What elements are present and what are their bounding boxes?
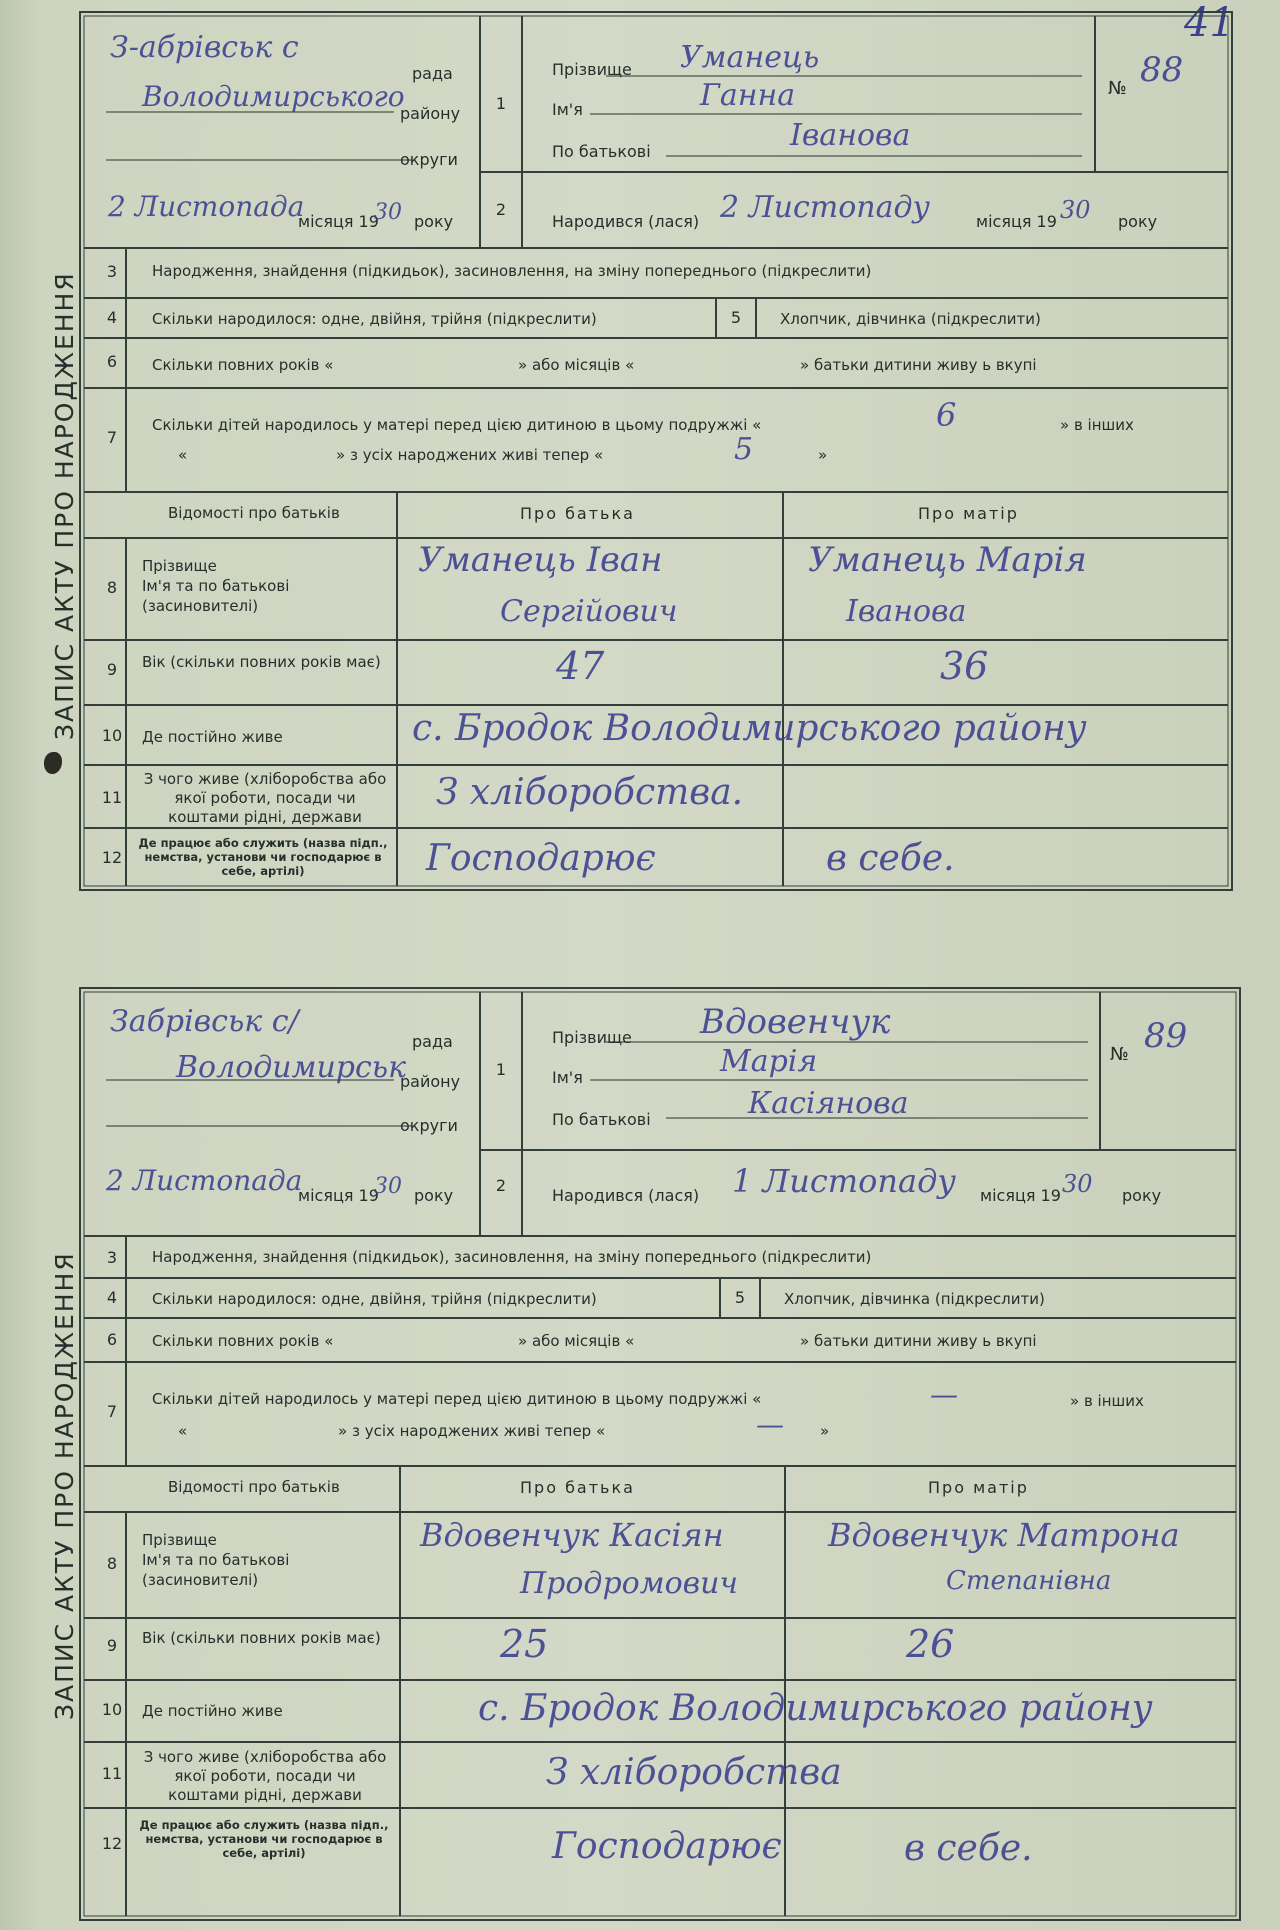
alive-now-value: —	[756, 1408, 784, 1441]
row-other-marriages: » в інших	[1060, 416, 1134, 434]
row-quote: »	[820, 1422, 830, 1440]
row-number: 4	[106, 1288, 118, 1307]
children-before-value: —	[930, 1378, 958, 1411]
father-workplace: Господарює	[426, 838, 656, 879]
row-residence: Де постійно живе	[142, 1702, 283, 1720]
livelihood-value: З хліборобства.	[436, 772, 744, 813]
row-quote: «	[178, 446, 188, 464]
surname-value: Вдовенчук	[700, 1002, 891, 1042]
row-number: 12	[101, 848, 123, 867]
record-number: 88	[1140, 50, 1184, 90]
name-value: Ганна	[700, 78, 796, 113]
row-age: Вік (скільки повних років має)	[142, 653, 381, 671]
surname-value: Уманець	[680, 40, 820, 75]
okrug-label: округи	[400, 1116, 458, 1135]
livelihood-value: З хліборобства	[546, 1752, 842, 1793]
header-mother: Про матір	[928, 1478, 1029, 1497]
registration-year: 30	[374, 1174, 402, 1199]
row-months-label: » або місяців «	[518, 1332, 635, 1350]
born-label: Народився (лася)	[552, 1186, 700, 1205]
surname-label: Прізвище	[552, 60, 632, 79]
row-number: 6	[106, 1330, 118, 1349]
record-number: 89	[1144, 1016, 1188, 1056]
row-how-many: Скільки народилося: одне, двійня, трійня (підкреслити)	[152, 1290, 597, 1308]
born-month-label: місяця 19	[980, 1186, 1061, 1205]
record-side-title: ЗАПИС АКТУ ПРО НАРОДЖЕННЯ	[50, 271, 79, 740]
registration-date: 2 Листопада	[108, 190, 305, 223]
row-birth-type: Народження, знайдення (підкидьок), засиновлення, на зміну попереднього (підкреслити)	[152, 1248, 872, 1266]
row-number: 3	[106, 262, 118, 281]
row-parent-name: Прізвище Ім'я та по батькові (засиновителі)	[142, 1531, 290, 1589]
row-parents-together: » батьки дитини живу ь вкупі	[800, 356, 1037, 374]
header-parents-info: Відомості про батьків	[168, 1478, 340, 1496]
residence-value: с. Бродок Володимирського району	[412, 708, 1087, 749]
row-livelihood: З чого живе (хліборобства або якої роботи, посади чи коштами рідні, держави	[143, 1748, 387, 1804]
row-years-together: Скільки повних років «	[152, 356, 334, 374]
row-number: 7	[106, 1402, 118, 1421]
row-number: 8	[106, 578, 118, 597]
okrug-label: округи	[400, 150, 458, 169]
row-workplace: Де працює або служить (назва підп., немства, установи чи господарює в себе, артілі)	[139, 1818, 389, 1860]
name-label: Ім'я	[552, 100, 583, 119]
row-sex: Хлопчик, дівчинка (підкреслити)	[780, 310, 1041, 328]
row-how-many: Скільки народилося: одне, двійня, трійня (підкреслити)	[152, 310, 597, 328]
row-parents-together: » батьки дитини живу ь вкупі	[800, 1332, 1037, 1350]
page-number: 41	[1184, 0, 1235, 46]
row-quote: «	[178, 1422, 188, 1440]
row-number: 8	[106, 1554, 118, 1573]
born-month-label: місяця 19	[976, 212, 1057, 231]
row-number: 5	[734, 1288, 746, 1307]
registration-month-label: місяця 19	[298, 212, 379, 231]
row-number: 9	[106, 1636, 118, 1655]
box-number-1: 1	[495, 1060, 507, 1079]
row-number: 4	[106, 308, 118, 327]
row-months-label: » або місяців «	[518, 356, 635, 374]
box-number-1: 1	[495, 94, 507, 113]
residence-value: с. Бродок Володимирського району	[478, 1688, 1153, 1729]
row-number: 7	[106, 428, 118, 447]
district-label: району	[400, 104, 461, 123]
registration-month-label: місяця 19	[298, 1186, 379, 1205]
father-age: 25	[500, 1622, 549, 1666]
mother-name: Вдовенчук Матрона	[828, 1516, 1180, 1554]
header-father: Про батька	[520, 504, 635, 523]
name-value: Марія	[720, 1044, 818, 1079]
row-alive-now: » з усіх народжених живі тепер «	[338, 1422, 606, 1440]
registration-year: 30	[374, 200, 402, 225]
patronymic-value: Іванова	[790, 118, 911, 153]
row-children-before: Скільки дітей народилось у матері перед цією дитиною в цьому подружжі «	[152, 416, 762, 434]
row-number: 12	[101, 1834, 123, 1853]
row-parent-name: Прізвище Ім'я та по батькові (засиновителі)	[142, 557, 290, 615]
row-birth-type: Народження, знайдення (підкидьок), засиновлення, на зміну попереднього (підкреслити)	[152, 262, 872, 280]
surname-label: Прізвище	[552, 1028, 632, 1047]
council-label: рада	[412, 1032, 453, 1051]
born-year: 30	[1062, 1170, 1093, 1198]
record-number-label: №	[1108, 78, 1127, 99]
born-year: 30	[1060, 196, 1091, 224]
mother-workplace: в себе.	[904, 1828, 1033, 1869]
header-parents-info: Відомості про батьків	[168, 504, 340, 522]
row-number: 11	[101, 1764, 123, 1783]
row-sex: Хлопчик, дівчинка (підкреслити)	[784, 1290, 1045, 1308]
father-patronymic: Продромович	[520, 1566, 739, 1601]
record-side-title: ЗАПИС АКТУ ПРО НАРОДЖЕННЯ	[50, 1251, 79, 1720]
born-date: 2 Листопаду	[720, 190, 930, 225]
born-year-label: року	[1122, 1186, 1162, 1205]
row-other-marriages: » в інших	[1070, 1392, 1144, 1410]
row-number: 9	[106, 660, 118, 679]
box-number-2: 2	[495, 200, 507, 219]
mother-patronymic: Іванова	[846, 594, 967, 629]
council-label: рада	[412, 64, 453, 83]
father-age: 47	[556, 644, 605, 688]
row-age: Вік (скільки повних років має)	[142, 1629, 381, 1647]
patronymic-value: Касіянова	[748, 1086, 909, 1121]
header-mother: Про матір	[918, 504, 1019, 523]
row-livelihood: З чого живе (хліборобства або якої роботи, посади чи коштами рідні, держави	[143, 770, 387, 826]
registration-year-label: року	[414, 1186, 454, 1205]
name-label: Ім'я	[552, 1068, 583, 1087]
row-quote: »	[818, 446, 828, 464]
row-number: 5	[730, 308, 742, 327]
record-number-label: №	[1110, 1044, 1129, 1065]
born-label: Народився (лася)	[552, 212, 700, 231]
alive-now-value: 5	[734, 432, 754, 467]
father-name: Уманець Іван	[418, 540, 663, 580]
registration-date: 2 Листопада	[106, 1164, 303, 1197]
row-alive-now: » з усіх народжених живі тепер «	[336, 446, 604, 464]
row-residence: Де постійно живе	[142, 728, 283, 746]
district-label: району	[400, 1072, 461, 1091]
father-patronymic: Сергійович	[500, 594, 678, 629]
born-date: 1 Листопаду	[732, 1162, 956, 1200]
row-number: 3	[106, 1248, 118, 1267]
district-value: Володимирськ	[176, 1050, 407, 1085]
box-number-2: 2	[495, 1176, 507, 1195]
header-father: Про батька	[520, 1478, 635, 1497]
mother-name: Уманець Марія	[808, 540, 1087, 580]
mother-age: 26	[906, 1622, 955, 1666]
father-name: Вдовенчук Касіян	[420, 1516, 724, 1554]
council-value: З-абрівськ с	[110, 30, 299, 65]
row-number: 10	[101, 726, 123, 745]
registration-year-label: року	[414, 212, 454, 231]
born-year-label: року	[1118, 212, 1158, 231]
row-number: 6	[106, 352, 118, 371]
row-years-together: Скільки повних років «	[152, 1332, 334, 1350]
children-before-value: 6	[936, 396, 957, 434]
mother-workplace: в себе.	[826, 838, 955, 879]
row-number: 10	[101, 1700, 123, 1719]
patronymic-label: По батькові	[552, 142, 651, 161]
row-number: 11	[101, 788, 123, 807]
mother-patronymic: Степанівна	[946, 1566, 1112, 1596]
row-workplace: Де працює або служить (назва підп., немства, установи чи господарює в себе, артілі)	[138, 836, 388, 878]
council-value: Забрівськ с/	[110, 1004, 299, 1039]
father-workplace: Господарює	[552, 1826, 782, 1867]
district-value: Володимирського	[142, 80, 405, 113]
mother-age: 36	[940, 644, 989, 688]
row-children-before: Скільки дітей народилось у матері перед цією дитиною в цьому подружжі «	[152, 1390, 762, 1408]
patronymic-label: По батькові	[552, 1110, 651, 1129]
